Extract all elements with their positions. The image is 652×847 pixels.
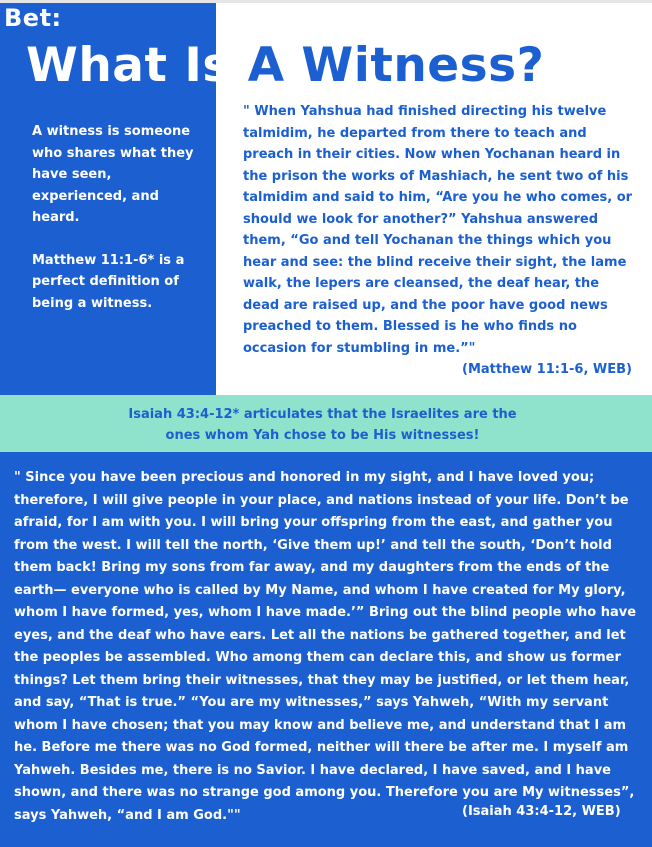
- witness-definition: A witness is someone who shares what they have seen, experienced, and heard.: [32, 124, 194, 225]
- reference-note: Matthew 11:1-6* is a perfect definition of being a witness.: [32, 252, 185, 311]
- title-part-1: What Is: [26, 38, 231, 93]
- matthew-quote: " When Yahshua had finished directing his twelve talmidim, he departed from there to teach and preach in their cities. Now when Yochanan heard in the prison the works of Mashiach, he sent two of his talmidim and said to him, “Are you he who comes, or should we look for another?” Yahshua answered them, “Go and tell Yochanan the things which you hear and see: the blind receive their sight, the lame walk, the lepers are cleansed, the deaf hear, the dead are raised up, and the poor have good news preached to them. Blessed is he who finds no occasion for stumbling in me.”": [243, 104, 633, 356]
- matthew-citation: (Matthew 11:1-6, WEB): [462, 362, 632, 377]
- page-title: [26, 38, 544, 93]
- title-part-2: A Witness?: [247, 38, 545, 93]
- sidebar-text: [32, 121, 210, 335]
- band-line-1: Isaiah 43:4-12* articulates that the Israelites are the: [128, 407, 517, 422]
- band-line-2: ones whom Yah chose to be His witnesses!: [165, 428, 480, 443]
- band-text: [0, 404, 645, 446]
- isaiah-quote: " Since you have been precious and honored in my sight, and I have loved you; therefore, I will give people in your place, and nations instead of your life. Don’t be afraid, for I am with you. I will bring your offspring from the east, and gather you from the west. I will tell the north, ‘Give them up!’ and tell the south, ‘Don’t hold them back! Bring my sons from far away, and my daughters from the ends of the earth— everyone who is called by My Name, and whom I have created for My glory, whom I have formed, yes, whom I have made.’” Bring out the blind people who have eyes, and the deaf who have ears. Let all the nations be gathered together, and let the peoples be assembled. Who among them can declare this, and show us former things? Let them bring their witnesses, that they may be justified, or let them hear, and say, “That is true.” “You are my witnesses,” says Yahweh, “With my servant whom I have chosen; that you may know and believe me, and understand that I am he. Before me there was no God formed, neither will there be after me. I myself am Yahweh. Besides me, there is no Savior. I have declared, I have saved, and I have shown, and there was no strange god among you. Therefore you are My witnesses”, says Yahweh, “and I am God."": [14, 470, 637, 823]
- isaiah-citation: (Isaiah 43:4-12, WEB): [462, 804, 621, 819]
- section-kicker: Bet:: [4, 4, 62, 32]
